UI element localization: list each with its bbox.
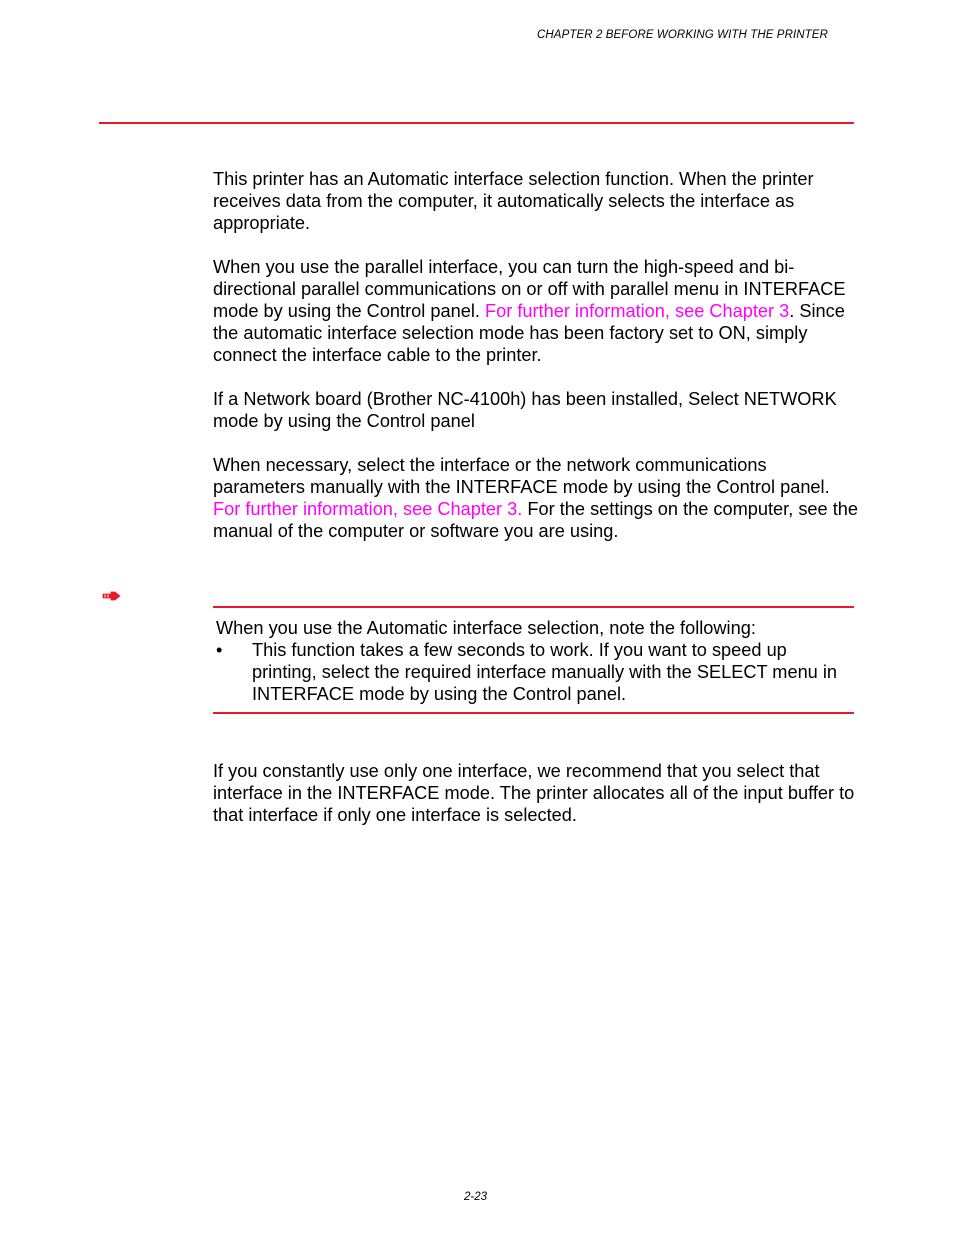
note-box: [216, 617, 846, 705]
paragraph-text: . Since the automatic interface selection mode has been factory set to ON, simply connect the interface cable to the printer.: [213, 301, 845, 365]
running-header: CHAPTER 2 BEFORE WORKING WITH THE PRINTER: [537, 29, 828, 41]
paragraph-manual-selection: [213, 454, 858, 542]
pointing-hand-icon: [102, 590, 122, 602]
paragraph-auto-interface: This printer has an Automatic interface selection function. When the printer receives data from the computer, it automatically selects the interface as appropriate.: [213, 169, 814, 233]
chapter-3-link[interactable]: For further information, see Chapter 3: [484, 301, 790, 321]
note-bottom-rule: [213, 712, 854, 714]
paragraph-network-board: If a Network board (Brother NC-4100h) has been installed, Select NETWORK mode by using the Control panel: [213, 389, 837, 431]
note-list: [216, 639, 846, 705]
main-content: [213, 168, 858, 564]
paragraph-text: For the settings on the computer, see the manual of the computer or software you are using.: [213, 499, 858, 541]
paragraph-text: When you use the parallel interface, you can turn the high-speed and bi-directional parallel communications on or off with parallel menu in INTERFACE mode by using the Control panel.: [213, 257, 846, 321]
header-rule: [99, 122, 854, 124]
page-number: 2-23: [464, 1191, 488, 1203]
paragraph-text: When necessary, select the interface or the network communications parameters manually with the INTERFACE mode by using the Control panel.: [213, 455, 830, 497]
paragraph-parallel-interface: [213, 256, 858, 366]
chapter-3-link[interactable]: For further information, see Chapter 3.: [213, 499, 523, 519]
bullet: •: [216, 640, 223, 660]
list-item-text: This function takes a few seconds to work. If you want to speed up printing, select the required interface manually with the SELECT menu in INTERFACE mode by using the Control panel.: [252, 640, 838, 704]
paragraph-single-interface: If you constantly use only one interface, we recommend that you select that interface in the INTERFACE mode. The printer allocates all of the input buffer to that interface if only one interface is selected.: [213, 761, 855, 825]
note-intro: When you use the Automatic interface selection, note the following:: [216, 618, 756, 638]
note-top-rule: [213, 606, 854, 608]
list-item: [216, 639, 846, 705]
